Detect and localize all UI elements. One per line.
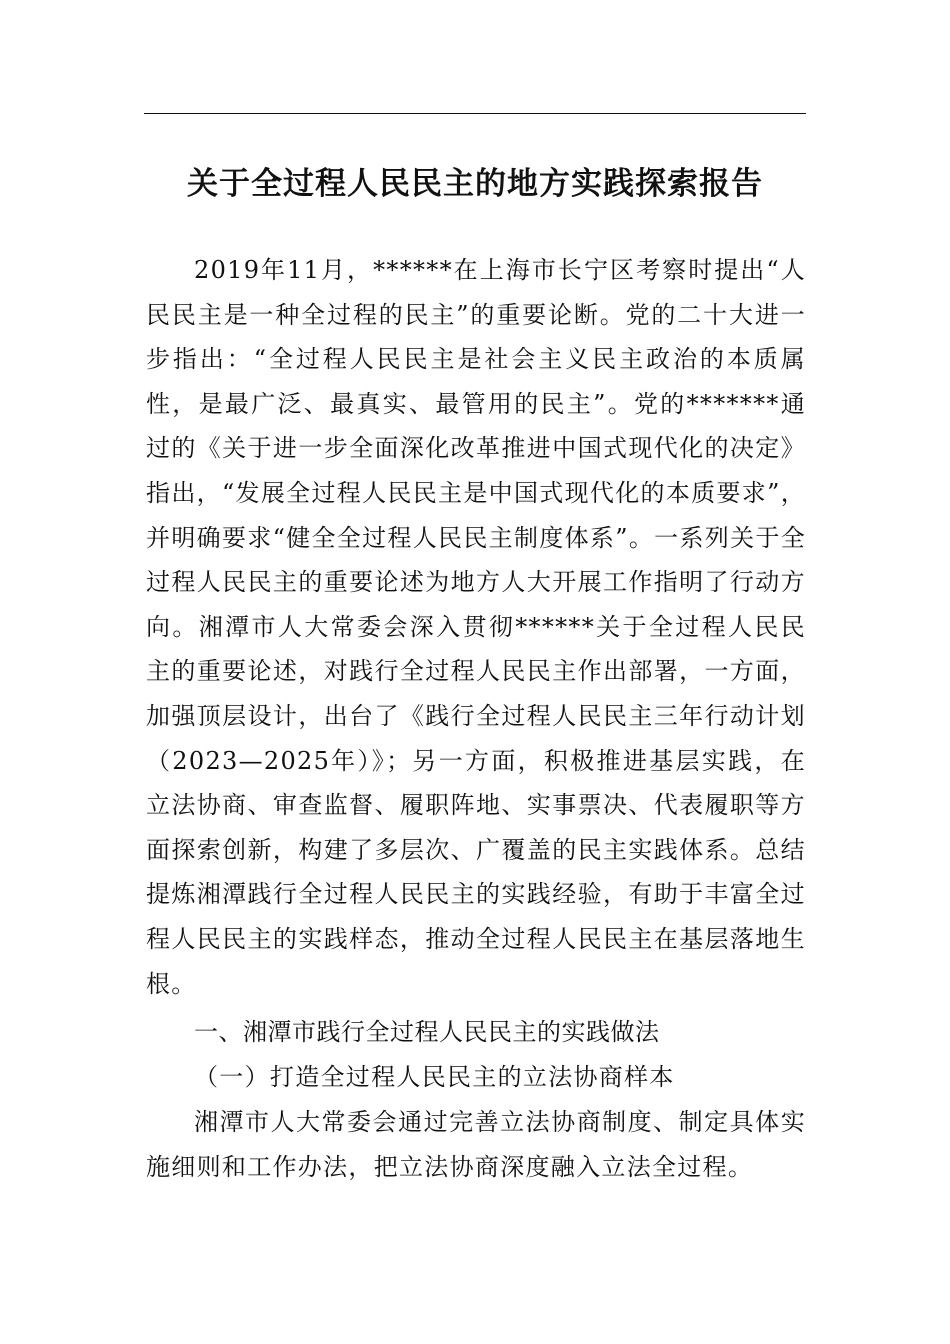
subsection-heading: （一）打造全过程人民民主的立法协商样本 bbox=[194, 1063, 675, 1091]
subsection-paragraph: 湘潭市人大常委会通过完善立法协商制度、制定具体实施细则和工作办法，把立法协商深度融入立法全过程。 bbox=[146, 1108, 806, 1181]
section-heading: 一、湘潭市践行全过程人民民主的实践做法 bbox=[194, 1018, 660, 1046]
intro-paragraph: 2019年11月，******在上海市长宁区考察时提出“人民民主是一种全过程的民主”的重要论断。党的二十大进一步指出：“全过程人民民主是社会主义民主政治的本质属性，是最广泛、最真实、最管用的民主”。党的*******通过的《关于进一步全面深化改革推进中国式现代化的决定》指出，“发展全过程人民民主是中国式现代化的本质要求”，并明确要求“健全全过程人民民主制度体系”。一系列关于全过程人民民主的重要论述为地方人大开展工作指明了行动方向。湘潭市人大常委会深入贯彻******关于全过程人民民主的重要论述，对践行全过程人民民主作出部署，一方面，加强顶层设计，出台了《践行全过程人民民主三年行动计划（2023—2025年）》；另一方面，积极推进基层实践，在立法协商、审查监督、履职阵地、实事票决、代表履职等方面探索创新，构建了多层次、广覆盖的民主实践体系。总结提炼湘潭践行全过程人民民主的实践经验，有助于丰富全过程人民民主的实践样态，推动全过程人民民主在基层落地生根。 bbox=[146, 256, 806, 998]
document-title: 关于全过程人民民主的地方实践探索报告 bbox=[187, 166, 763, 202]
header-rule bbox=[144, 113, 806, 114]
